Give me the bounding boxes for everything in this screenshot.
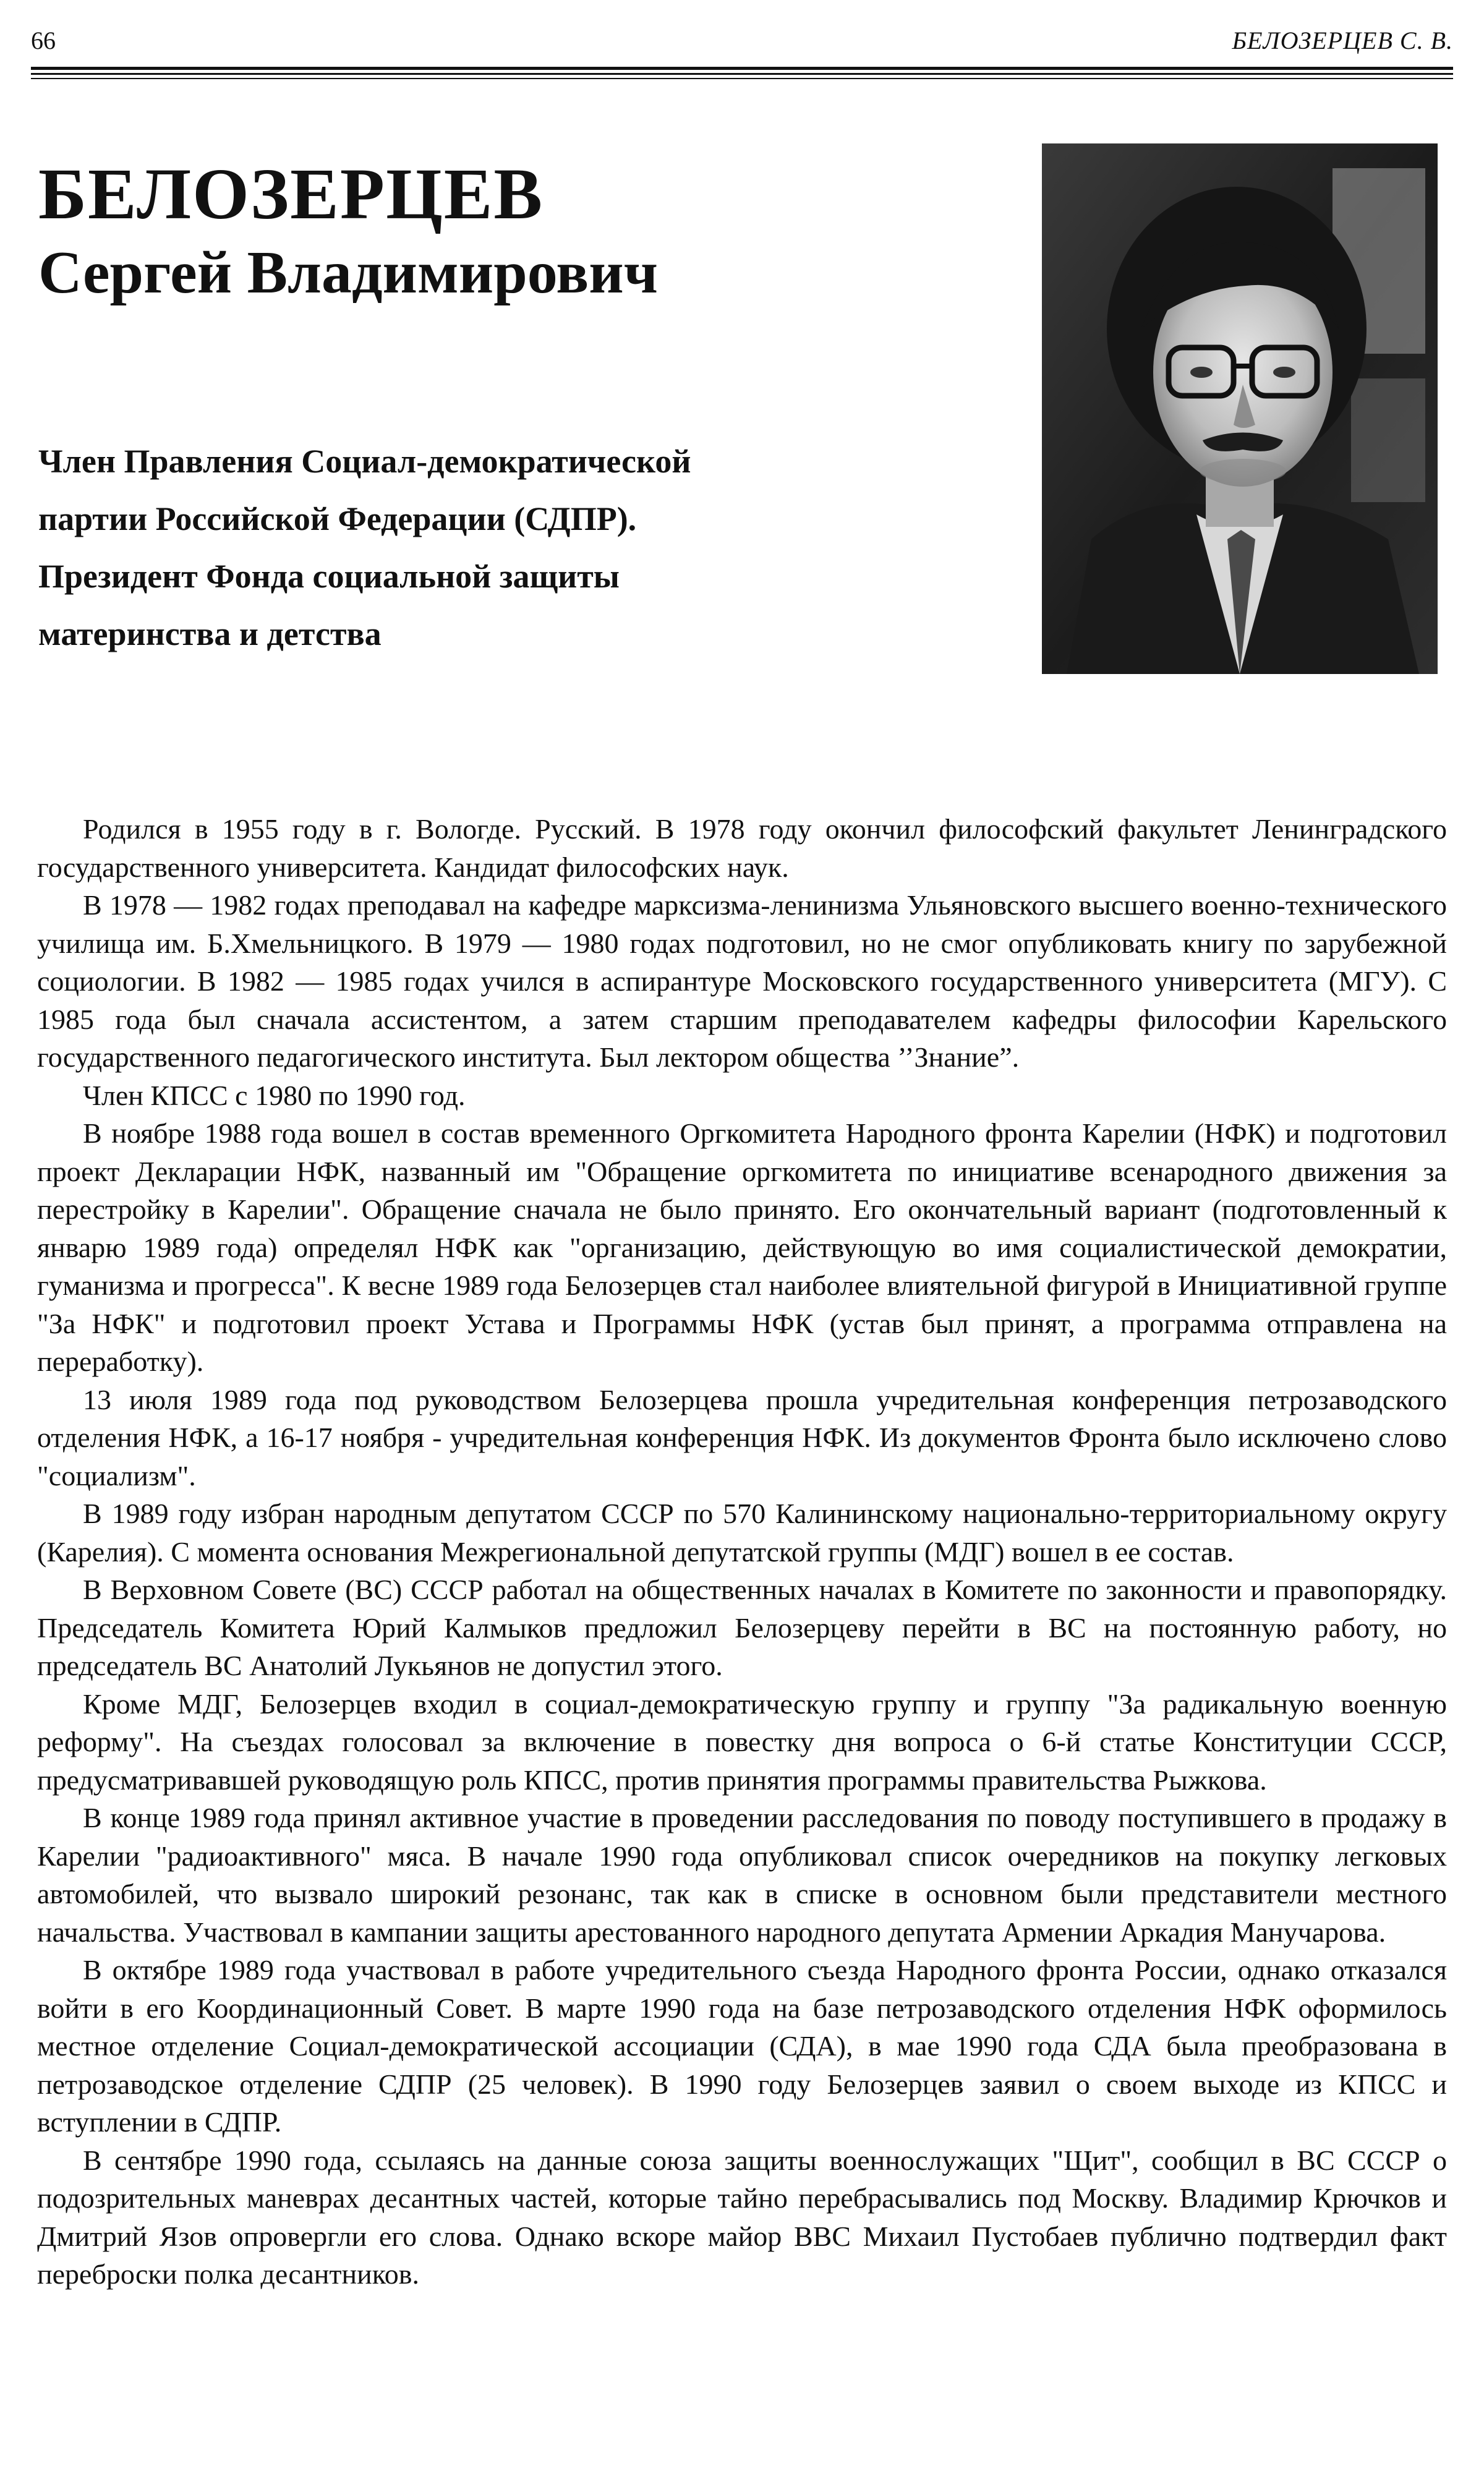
header-rule bbox=[31, 78, 1453, 79]
biography-paragraph: Член КПСС с 1980 по 1990 год. bbox=[83, 1079, 466, 1111]
position-line: материнства и детства bbox=[38, 615, 382, 652]
biography-paragraph: Родился в 1955 году в г. Вологде. Русский. В 1978 году окончил философский факультет Ленинградского государственного университета. Кандидат философских наук. bbox=[37, 813, 1447, 883]
biography-paragraph: В конце 1989 года принял активное участие в проведении расследования по поводу поступившего в продажу в Карелии "радиоактивного" мяса. В начале 1990 года опубликовал список очередников на покупку легковых автомобилей, что вызвало широкий резонанс, так как в списке в основном были представители местного начальства. Участвовал в кампании защиты арестованного народного депутата Армении Аркадия Манучарова. bbox=[37, 1802, 1447, 1948]
person-name bbox=[38, 155, 966, 306]
biography-text bbox=[37, 810, 1447, 2294]
position-line: партии Российской Федерации (СДПР). bbox=[38, 500, 637, 537]
header-rule bbox=[31, 67, 1453, 70]
biography-paragraph: В ноябре 1988 года вошел в состав временного Оргкомитета Народного фронта Карелии (НФК) и подготовил проект Декларации НФК, названный им "Обращение оргкомитета по инициативе всенародного движения за перестройку в Карелии". Обращение сначала не было принято. Его окончательный вариант (подготовленный к январю 1989 года) определял НФК как "организацию, действующую во имя социалистической демократии, гуманизма и прогресса". К весне 1989 года Белозерцев стал наиболее влиятельной фигурой в Инициативной группе "За НФК" и подготовил проект Устава и Программы НФК (устав был принят, а программа отправлена на переработку). bbox=[37, 1117, 1447, 1377]
biography-paragraph: 13 июля 1989 года под руководством Белозерцева прошла учредительная конференция петрозаводского отделения НФК, а 16-17 ноября - учредительная конференция НФК. Из документов Фронта было исключено слово "социализм". bbox=[37, 1383, 1447, 1491]
biography-paragraph: В Верховном Совете (ВС) СССР работал на общественных началах в Комитете по законности и правопорядку. Председатель Комитета Юрий Калмыков предложил Белозерцеву перейти в ВС на постоянную работу, но председатель ВС Анатолий Лукьянов не допустил этого. bbox=[37, 1574, 1447, 1681]
header-rule bbox=[31, 73, 1453, 75]
person-given-name: Сергей Владимирович bbox=[38, 239, 658, 307]
biography-paragraph: В октябре 1989 года участвовал в работе учредительного съезда Народного фронта России, однако отказался войти в его Координационный Совет. В марте 1990 года на базе петрозаводского отделения НФК оформилось местное отделение Социал-демократической ассоциации (СДА), в мае 1990 года СДА была преобразована в петрозаводское отделение СДПР (25 человек). В 1990 году Белозерцев заявил о своем выходе из КПСС и вступлении в СДПР. bbox=[37, 1954, 1447, 2138]
running-title: БЕЛОЗЕРЦЕВ С. В. bbox=[1232, 26, 1453, 54]
page-number: 66 bbox=[31, 26, 56, 54]
biography-paragraph: В сентябре 1990 года, ссылаясь на данные союза защиты военнослужащих "Щит", сообщил в ВС СССР о подозрительных маневрах десантных частей, которые тайно перебрасывались под Москву. Владимир Крючков и Дмитрий Язов опровергли его слова. Однако вскоре майор ВВС Михаил Пустобаев публично подтвердил факт переброски полка десантников. bbox=[37, 2144, 1447, 2290]
positions-block bbox=[38, 433, 966, 663]
biography-paragraph: Кроме МДГ, Белозерцев входил в социал-демократическую группу и группу "За радикальную военную реформу". На съездах голосовал за включение в повестку дня вопроса о 6-й статье Конституции СССР, предусматривавшей руководящую роль КПСС, против принятия программы правительства Рыжкова. bbox=[37, 1688, 1447, 1796]
portrait-photo-icon bbox=[1042, 143, 1438, 674]
person-surname: БЕЛОЗЕРЦЕВ bbox=[38, 153, 544, 234]
biography-paragraph: В 1989 году избран народным депутатом СССР по 570 Калининскому национально-территориальному округу (Карелия). С момента основания Межрегиональной депутатской группы (МДГ) вошел в ее состав. bbox=[37, 1498, 1447, 1568]
position-line: Президент Фонда социальной защиты bbox=[38, 558, 620, 595]
position-line: Член Правления Социал-демократической bbox=[38, 443, 691, 480]
running-head bbox=[31, 19, 1453, 62]
portrait-photo-icon bbox=[1042, 143, 1438, 674]
biography-paragraph: В 1978 — 1982 годах преподавал на кафедре марксизма-ленинизма Ульяновского высшего военно-технического училища им. Б.Хмельницкого. В 1979 — 1980 годах подготовил, но не смог опубликовать книгу по зарубежной социологии. В 1982 — 1985 годах учился в аспирантуре Московского государственного университета (МГУ). С 1985 года был сначала ассистентом, а затем старшим преподавателем кафедры философии Карельского государственного педагогического института. Был лектором общества ’’Знание”. bbox=[37, 889, 1447, 1073]
